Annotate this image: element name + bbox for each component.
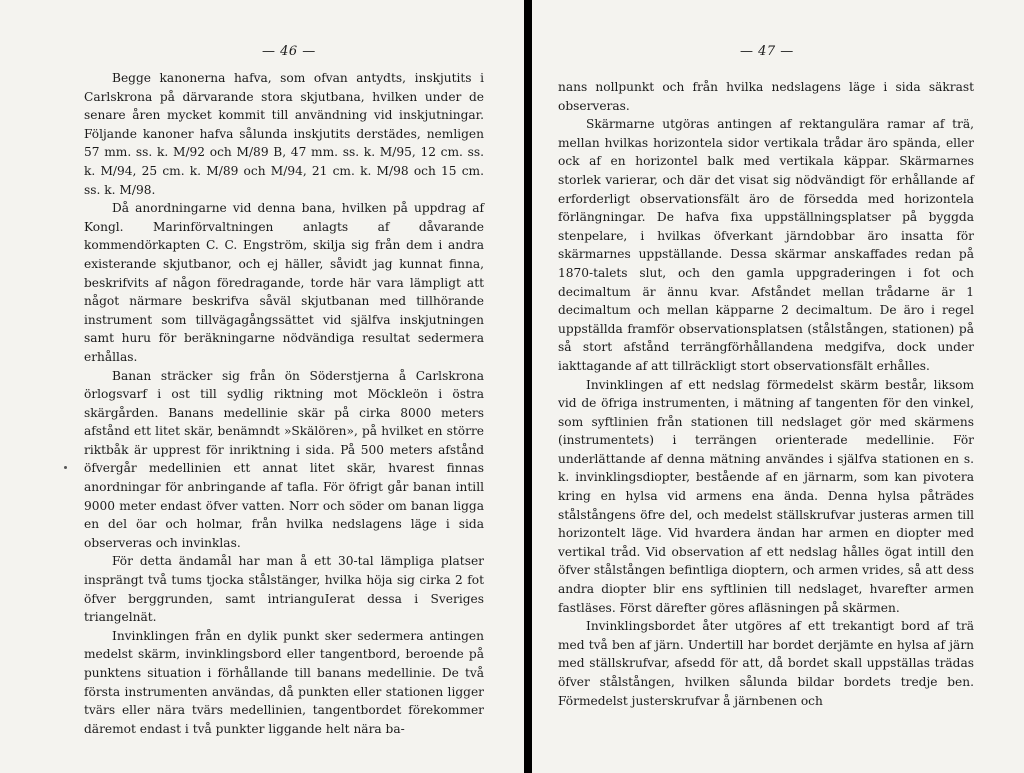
- paragraph: För detta ändamål har man å ett 30-tal lämpliga platser insprängt två tums tjocka stålstänger, hvilka höja sig cirka 2 fot öfver berggrunden, samt intrianguIerat dessa i Sveriges triangelnät.: [84, 554, 484, 625]
- page-number: — 47 —: [740, 44, 794, 59]
- left-page-text: [84, 69, 484, 738]
- right-page: [532, 0, 1024, 773]
- paragraph: Begge kanonerna hafva, som ofvan antydts, inskjutits i Carlskrona på därvarande stora skjutbana, hvilken under de senare åren mycket kommit till användning vid inskjutningar. Följande kanoner hafva sålunda inskjutits derstädes, nemligen 57 mm. ss. k. M/92 och M/89 B, 47 mm. ss. k. M/95, 12 cm. ss. k. M/94, 25 cm. k. M/89 och M/94, 21 cm. k. M/98 och 15 cm. ss. k. M/98.: [84, 71, 484, 197]
- paragraph: Invinklingen af ett nedslag förmedelst skärm består, liksom vid de öfriga instrumenten, i mätning af tangenten för den vinkel, som syftlinien från stationen till nedslaget gör med skärmens (instrumentets) i terrängen orienterade medellinie. För underlättande af denna mätning användes i själfva stationen en s. k. invinklingsdiopter, bestående af en järnarm, som kan pivotera kring en hylsa vid armens ena ända. Denna hylsa påträdes stålstångens öfre del, och medelst ställskrufvar justeras armen till horizontelt läge. Vid hvardera ändan har armen en diopter med vertikal tråd. Vid observation af ett nedslag hålles ögat intill den öfver stålstången befintliga dioptern, och armen vrides, så att dess andra diopter blir ens syftlinien till nedslaget, hvarefter armen fastläses. Först därefter göres afläsningen på skärmen.: [558, 377, 974, 615]
- right-page-text: [558, 78, 974, 710]
- paragraph: Invinklingen från en dylik punkt sker sedermera antingen medelst skärm, invinklingsbord eller tangentbord, beroende på punktens situation i förhållande till banans medellinie. De två första instrumenten användas, då punkten eller stationen ligger tvärs eller nära tvärs medellinien, tangentbordet förekommer däremot endast i två punkter liggande helt nära ba-: [84, 628, 484, 736]
- paragraph: Då anordningarne vid denna bana, hvilken på uppdrag af Kongl. Marinförvaltningen anlagts af dåvarande kommendörkapten C. C. Engström, skilja sig från dem i andra existerande skjutbanor, och ej häller, såvidt jag kunnat finna, beskrifvits af någon föredragande, torde här vara lämpligt att något närmare beskrifva såväl skjutbanan med tillhörande instrument som tillvägagångssättet vid själfva inskjutningen samt huru för beräkningarne nödvändiga resultat sedermera erhållas.: [84, 201, 484, 364]
- paragraph: Skärmarne utgöras antingen af rektangulära ramar af trä, mellan hvilkas horizontela sidor vertikala trådar äro spända, eller ock af en horizontel balk med vertikala käppar. Skärmarnes storlek varierar, och där det visat sig nödvändigt för erhållande af erforderligt observationsfält äro de försedda med horizontela förlängningar. De hafva fixa uppställningsplatser på byggda stenpelare, i hvilkas öfverkant järndobbar äro insatta för skärmarnes uppställande. Dessa skärmar anskaffades redan på 1870-talets slut, och den gamla uppgraderingen i fot och decimaltum är ännu kvar. Afståndet mellan trådarne är 1 decimaltum och mellan käpparne 2 decimaltum. De äro i regel uppställda framför observationsplatsen (stålstången, stationen) på så stort afstånd terrängförhållandena medgifva, dock under iakttagande af att tillräckligt stort observationsfält erhålles.: [558, 117, 974, 373]
- page-number: — 46 —: [262, 44, 316, 59]
- paragraph: Invinklingsbordet åter utgöres af ett trekantigt bord af trä med två ben af järn. Undertill har bordet derjämte en hylsa af järn med ställskrufvar, afsedd för att, då bordet skall uppställas trädas öfver stålstången, hvilken sålunda bildar bordets tredje ben. Förmedelst justerskrufvar å järnbenen och: [558, 619, 974, 708]
- margin-mark: [64, 466, 67, 469]
- paragraph: nans nollpunkt och från hvilka nedslagens läge i sida säkrast observeras.: [558, 80, 974, 113]
- paragraph: Banan sträcker sig från ön Söderstjerna å Carlskrona örlogsvarf i ost till sydlig riktning mot Möckleön i östra skärgården. Banans medellinie skär på cirka 8000 meters afstånd ett litet skär, benämndt »Skälören», på hvilket en större riktbåk är upprest för inriktning i sida. På 500 meters afstånd öfvergår medellinien ett annat litet skär, hvarest finnas anordningar för anbringande af tafla. För öfrigt går banan intill 9000 meter endast öfver vatten. Norr och söder om banan ligga en del öar och holmar, från hvilka nedslagens läge i sida observeras och invinklas.: [84, 368, 484, 550]
